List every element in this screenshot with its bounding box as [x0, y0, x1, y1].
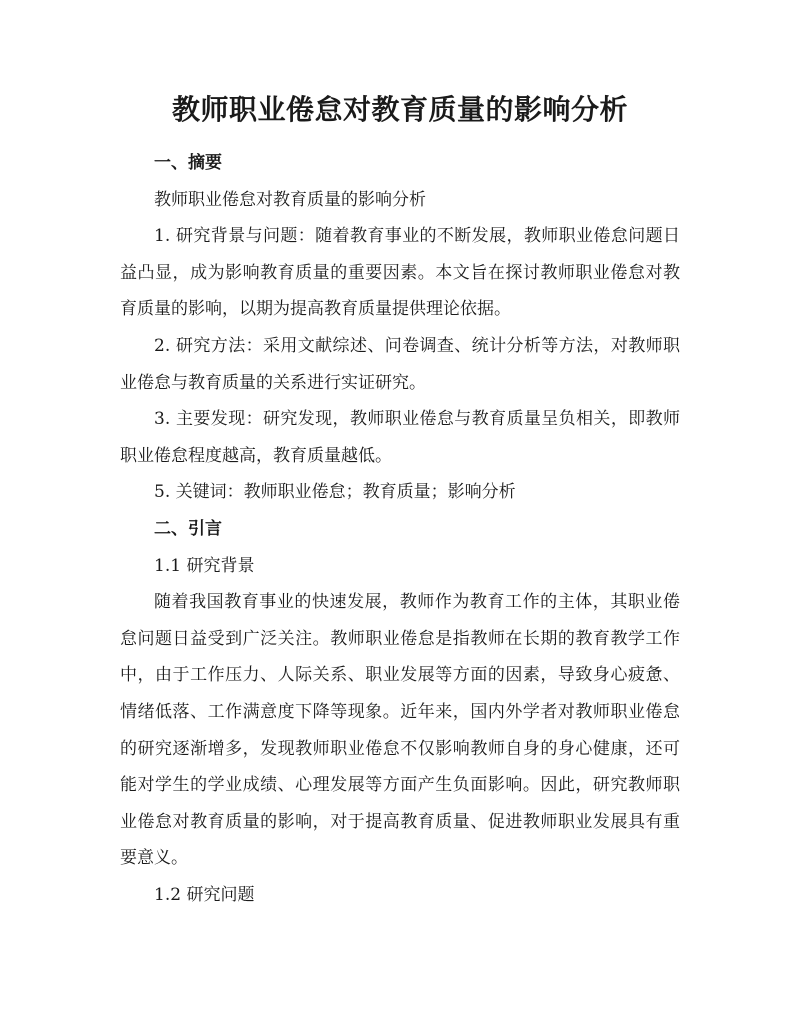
document-title: 教师职业倦怠对教育质量的影响分析: [171, 93, 628, 126]
abstract-item-background: 1. 研究背景与问题：随着教育事业的不断发展，教师职业倦怠问题日益凸显，成为影响教育质量的重要因素。本文旨在探讨教师职业倦怠对教育质量的影响，以期为提高教育质量提供理论依据。: [120, 226, 680, 320]
background-paragraph: 随着我国教育事业的快速发展，教师作为教育工作的主体，其职业倦怠问题日益受到广泛关注。教师职业倦怠是指教师在长期的教育教学工作中，由于工作压力、人际关系、职业发展等方面的因素，导致身心疲惫、情绪低落、工作满意度下降等现象。近年来，国内外学者对教师职业倦怠的研究逐渐增多，发现教师职业倦怠不仅影响教师自身的身心健康，还可能对学生的学业成绩、心理发展等方面产生负面影响。因此，研究教师职业倦怠对教育质量的影响，对于提高教育质量、促进教师职业发展具有重要意义。: [120, 592, 680, 869]
document-body: [120, 145, 680, 913]
subsection-heading-background: 1.1 研究背景: [154, 555, 255, 576]
abstract-item-keywords: 5. 关键词：教师职业倦怠；教育质量；影响分析: [154, 482, 516, 503]
abstract-item-findings: 3. 主要发现：研究发现，教师职业倦怠与教育质量呈负相关，即教师职业倦怠程度越高，教育质量越低。: [120, 409, 680, 466]
subsection-heading-questions: 1.2 研究问题: [154, 884, 255, 905]
abstract-item-methods: 2. 研究方法：采用文献综述、问卷调查、统计分析等方法，对教师职业倦怠与教育质量的关系进行实证研究。: [120, 335, 680, 393]
section-heading-introduction: 二、引言: [154, 518, 222, 539]
section-heading-abstract: 一、摘要: [154, 153, 222, 173]
abstract-subtitle: 教师职业倦怠对教育质量的影响分析: [154, 189, 426, 210]
